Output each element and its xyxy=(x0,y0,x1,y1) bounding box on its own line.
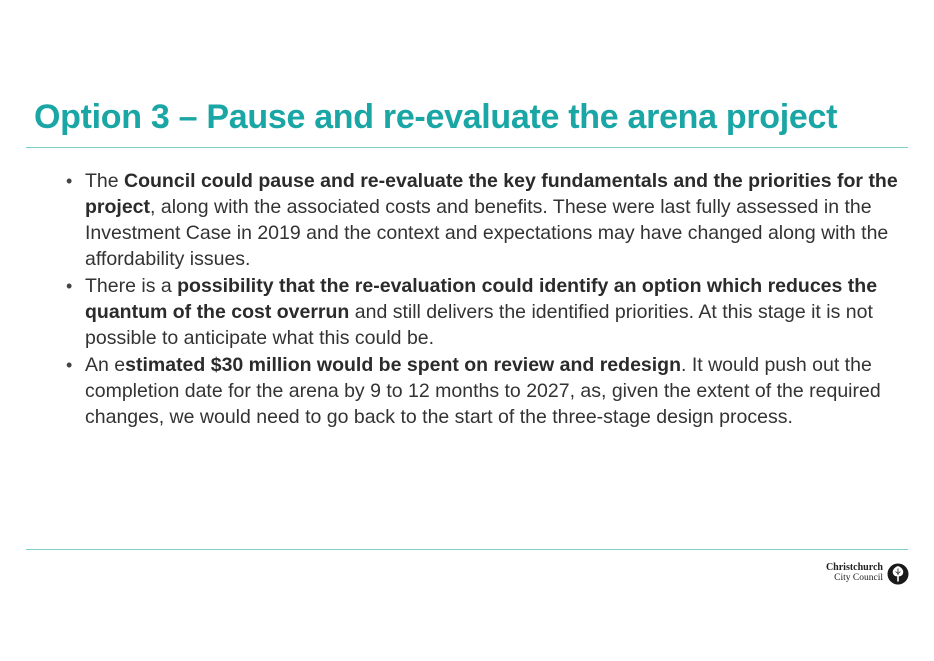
bullet-dot: • xyxy=(66,171,73,191)
bullet-text-bold: Council could pause and re-evaluate the key fundamentals and the priorities for the project xyxy=(85,170,898,218)
bullet-dot: • xyxy=(66,355,73,375)
bullet-dot: • xyxy=(66,276,73,296)
footer-divider xyxy=(26,549,908,550)
bullet-text-normal: and still delivers the identified priorities. At this stage it is not possible to anticipate what this could be. xyxy=(85,301,873,349)
title-divider xyxy=(26,147,908,148)
christchurch-city-council-logo xyxy=(827,563,911,587)
bullet-item xyxy=(64,273,900,351)
bullet-item xyxy=(64,352,900,430)
bullet-item xyxy=(64,168,900,272)
bullet-text-normal: , along with the associated costs and benefits. These were last fully assessed in the Investment Case in 2019 and the context and expectations may have changed along with the affordability issues. xyxy=(85,196,889,270)
bullet-list xyxy=(64,168,900,431)
bullet-text-bold: possibility that the re-evaluation could identify an option which reduces the quantum of the cost overrun xyxy=(85,275,878,323)
logo-line2: City Council xyxy=(834,573,883,583)
bullet-text-normal: An e xyxy=(85,354,126,376)
slide-title: Option 3 – Pause and re-evaluate the arena project xyxy=(34,98,838,136)
tree-emblem-icon xyxy=(887,563,909,585)
bullet-text-normal: There is a xyxy=(85,275,178,297)
bullet-text-normal: . It would push out the completion date for the arena by 9 to 12 months to 2027, as, given the extent of the required changes, we would need to go back to the start of the three-stage design process. xyxy=(85,354,881,428)
logo-wordmark xyxy=(826,563,883,583)
bullet-text-bold: stimated $30 million would be spent on review and redesign xyxy=(125,354,681,376)
bullet-text-normal: The xyxy=(85,170,125,192)
logo-line1: Christchurch xyxy=(825,562,883,573)
